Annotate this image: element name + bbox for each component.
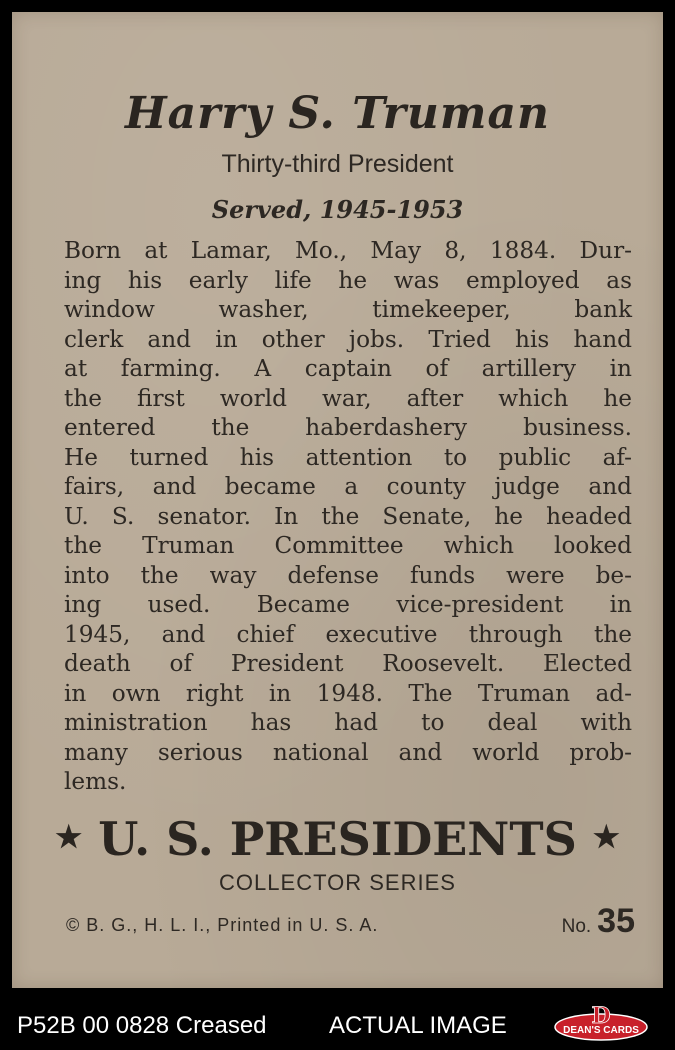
biography-line: Born at Lamar, Mo., May 8, 1884. Dur- xyxy=(64,237,632,264)
series-title-text: U. S. PRESIDENTS xyxy=(98,812,577,866)
biography-line: window washer, timekeeper, bank xyxy=(64,296,632,323)
biography-line: into the way defense funds were be- xyxy=(64,561,632,589)
biography-line: the Truman Committee which looked xyxy=(64,532,632,559)
star-icon: ★ xyxy=(55,820,83,855)
biography-line: ministration has had to deal with xyxy=(64,709,632,736)
star-icon: ★ xyxy=(592,820,620,855)
biography-line: at farming. A captain of artillery in xyxy=(64,355,632,382)
series-subtitle: COLLECTOR SERIES xyxy=(219,870,456,895)
biography-line: 1945, and chief executive through the xyxy=(64,620,632,648)
biography-line: ing his early life he was employed as xyxy=(64,266,632,294)
biography-line: in own right in 1948. The Truman ad- xyxy=(64,679,632,707)
president-name: Harry S. Truman xyxy=(125,88,550,139)
card-number-label: No. xyxy=(561,916,592,937)
copyright-notice: © B. G., H. L. I., Printed in U. S. A. xyxy=(66,915,379,935)
biography-line: ing used. Became vice-president in xyxy=(64,591,632,618)
card-number xyxy=(562,902,635,941)
biography-line: many serious national and world prob- xyxy=(64,738,632,766)
deans-cards-logo xyxy=(553,1003,649,1047)
trading-card-back xyxy=(12,12,663,988)
biography-line: He turned his attention to public af- xyxy=(64,443,632,471)
biography-line: lems. xyxy=(64,768,127,795)
biography-line: the first world war, after which he xyxy=(64,384,632,412)
actual-image-label: ACTUAL IMAGE xyxy=(329,1012,507,1039)
item-description: P52B 00 0828 Creased xyxy=(17,1012,267,1039)
series-title xyxy=(12,812,663,866)
served-years: Served, 1945-1953 xyxy=(211,195,464,224)
biography-text xyxy=(64,236,632,797)
biography-line: entered the haberdashery business. xyxy=(64,414,632,441)
biography-line: fairs, and became a county judge and xyxy=(64,473,632,500)
biography-line: death of President Roosevelt. Elected xyxy=(64,650,632,677)
logo-letter: D xyxy=(591,1003,611,1029)
biography-line: clerk and in other jobs. Tried his hand xyxy=(64,325,632,353)
president-ordinal: Thirty-third President xyxy=(221,150,454,178)
biography-line: U. S. senator. In the Senate, he headed xyxy=(64,502,632,530)
logo-text: DEAN'S CARDS xyxy=(563,1025,639,1036)
card-number-value: 35 xyxy=(597,902,635,940)
